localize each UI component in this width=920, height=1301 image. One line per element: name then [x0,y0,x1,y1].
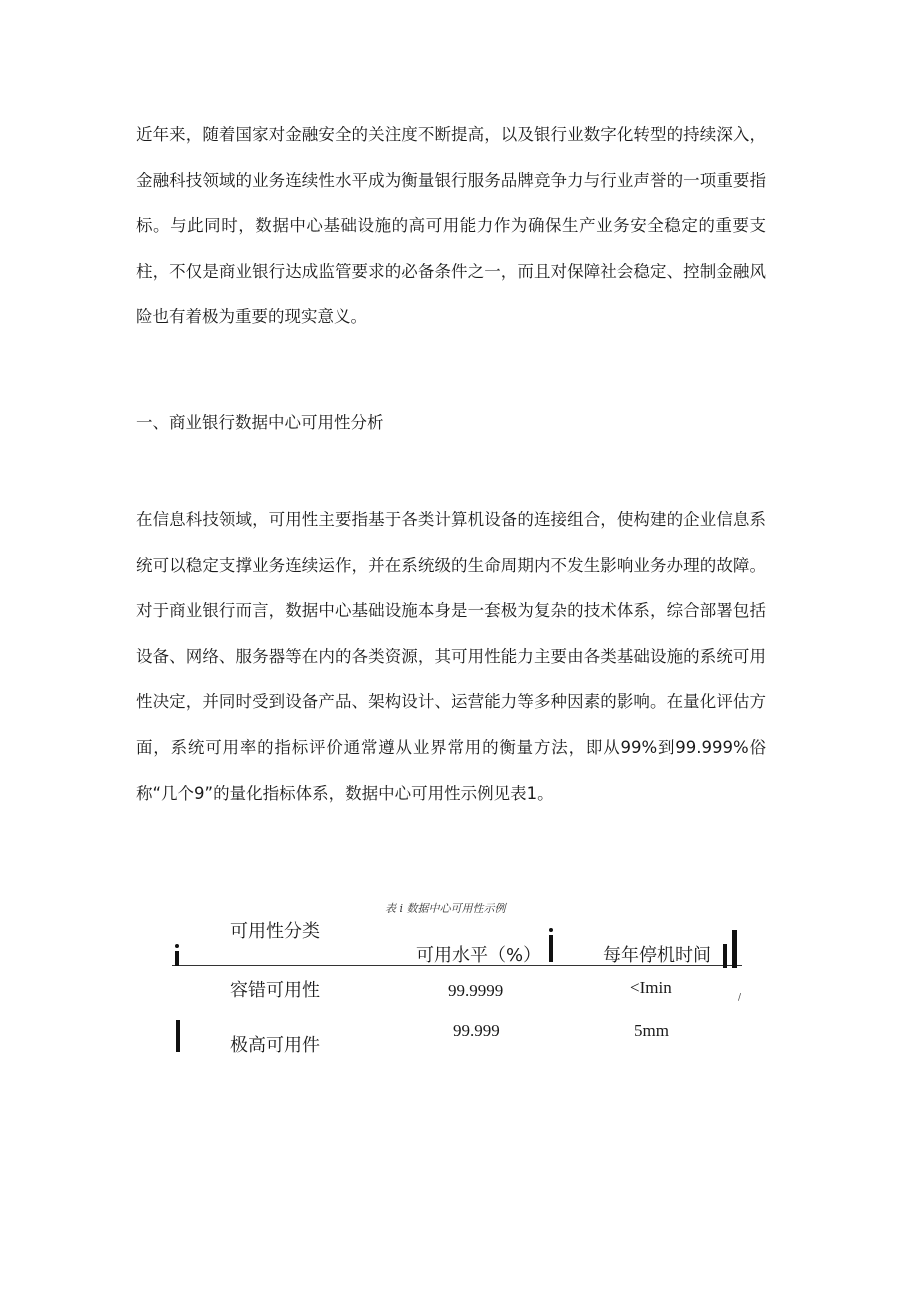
row-1-downtime: <Imin [630,978,672,997]
header-rule [172,965,742,966]
artifact-mark-right-1 [723,944,727,968]
row-1-category: 容错可用性 [230,980,320,1001]
artifact-dot-mid [549,928,553,932]
artifact-mark-row2 [176,1020,180,1052]
row-2-category: 极高可用件 [230,1035,320,1056]
artifact-mark-right-2 [732,930,737,968]
header-level: 可用水平（%） [416,945,542,966]
artifact-mark-mid [549,935,553,962]
row-2-level: 99.999 [453,1021,500,1040]
header-downtime: 每年停机时间 [603,945,711,966]
header-category: 可用性分类 [230,921,320,942]
intro-paragraph: 近年来，随着国家对金融安全的关注度不断提高，以及银行业数字化转型的持续深入，金融科技领域的业务连续性水平成为衡量银行服务品牌竞争力与行业声誉的一项重要指标。与此同时，数据中心基础设施的高可用能力作为确保生产业务安全稳定的重要支柱，不仅是商业银行达成监管要求的必备条件之一，而且对保障社会稳定、控制金融风险也有着极为重要的现实意义。 [136,125,766,327]
section-paragraph: 在信息科技领域，可用性主要指基于各类计算机设备的连接组合，使构建的企业信息系统可以稳定支撑业务连续运作，并在系统级的生命周期内不发生影响业务办理的故障。对于商业银行而言，数据中心基础设施本身是一套极为复杂的技术体系，综合部署包括设备、网络、服务器等在内的各类资源，其可用性能力主要由各类基础设施的系统可用性决定，并同时受到设备产品、架构设计、运营能力等多种因素的影响。在量化评估方面，系统可用率的指标评价通常遵从业界常用的衡量方法，即从99%到99.999%俗称“几个9”的量化指标体系，数据中心可用性示例见表1。 [136,510,766,803]
row-2-downtime: 5mm [634,1021,669,1040]
artifact-dot-left [175,944,179,948]
artifact-tick: / [738,993,742,1003]
row-1-level: 99.9999 [448,981,504,1000]
artifact-mark-left [175,951,179,966]
table-caption: 表 i 数据中心可用性示例 [385,902,506,915]
section-heading: 一、商业银行数据中心可用性分析 [136,413,384,432]
